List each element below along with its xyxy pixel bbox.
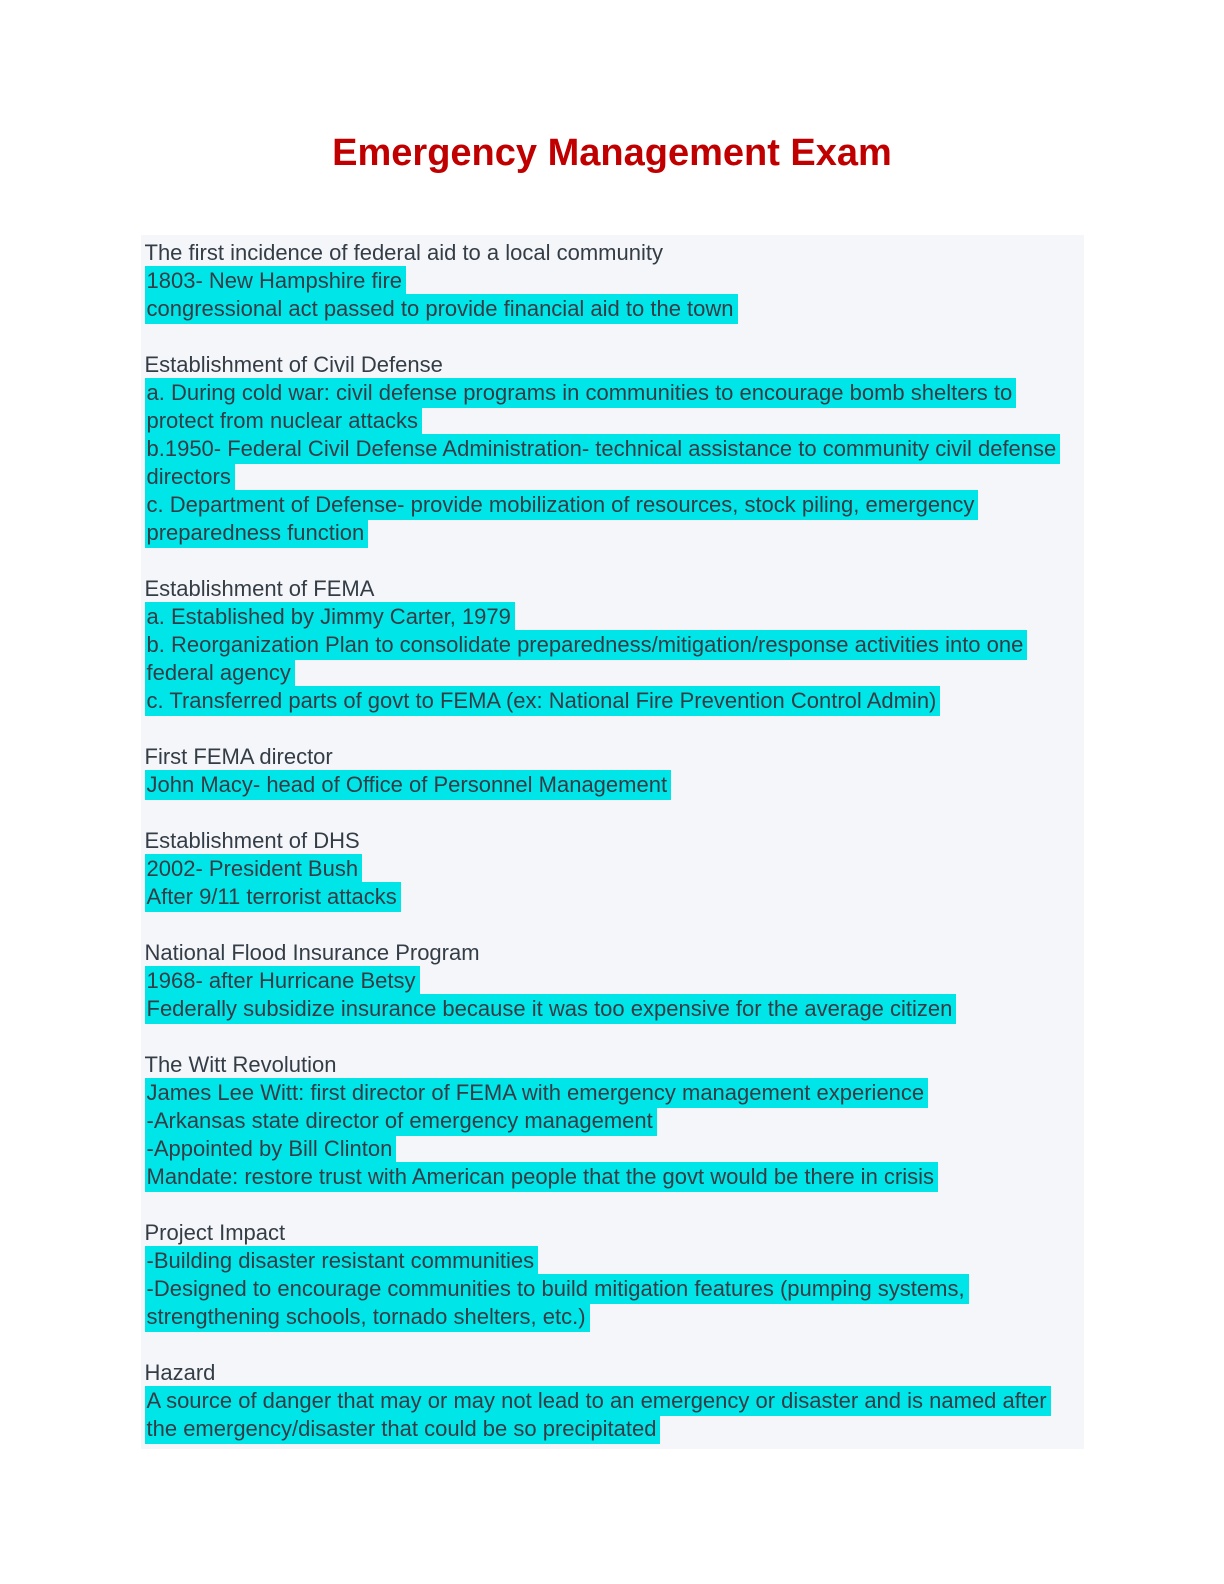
- highlighted-answer-text: 2002- President Bush: [145, 854, 363, 884]
- answer-line: [145, 883, 1078, 911]
- qa-section: [145, 575, 1078, 715]
- highlighted-answer-text: Mandate: restore trust with American people that the govt would be there in crisis: [145, 1162, 939, 1192]
- answer-line: [145, 967, 1078, 995]
- qa-section: [145, 351, 1078, 547]
- highlighted-answer-text: John Macy- head of Office of Personnel Management: [145, 770, 672, 800]
- question-text: Establishment of Civil Defense: [144, 352, 443, 377]
- answer-line: [145, 1247, 1078, 1275]
- answer-line: [145, 267, 1078, 295]
- question-text: National Flood Insurance Program: [144, 940, 480, 965]
- page-title: Emergency Management Exam: [332, 132, 892, 174]
- question-text: The Witt Revolution: [144, 1052, 337, 1077]
- highlighted-answer-text: After 9/11 terrorist attacks: [145, 882, 401, 912]
- answer-line: [145, 1387, 1078, 1443]
- answer-line: [145, 1275, 1078, 1331]
- answer-line: [145, 1163, 1078, 1191]
- content-panel: [141, 235, 1084, 1449]
- highlighted-answer-text: 1803- New Hampshire fire: [145, 266, 407, 296]
- answer-line: [145, 379, 1078, 435]
- highlighted-answer-text: -Arkansas state director of emergency management: [145, 1106, 657, 1136]
- qa-section: [145, 239, 1078, 323]
- answer-line: [145, 771, 1078, 799]
- highlighted-answer-text: a. Established by Jimmy Carter, 1979: [145, 602, 515, 632]
- question-text: First FEMA director: [144, 744, 333, 769]
- qa-section: [145, 743, 1078, 799]
- highlighted-answer-text: a. During cold war: civil defense programs in communities to encourage bomb shelters to protect from nuclear attacks: [145, 378, 1017, 436]
- highlighted-answer-text: b. Reorganization Plan to consolidate preparedness/mitigation/response activities into one federal agency: [145, 630, 1028, 688]
- highlighted-answer-text: congressional act passed to provide financial aid to the town: [145, 294, 738, 324]
- highlighted-answer-text: c. Transferred parts of govt to FEMA (ex: National Fire Prevention Control Admin): [145, 686, 941, 716]
- answer-line: [145, 1135, 1078, 1163]
- answer-line: [145, 1079, 1078, 1107]
- qa-section: [145, 939, 1078, 1023]
- highlighted-answer-text: -Designed to encourage communities to build mitigation features (pumping systems, strengthening schools, tornado shelters, etc.): [145, 1274, 969, 1332]
- question-text: The first incidence of federal aid to a local community: [144, 240, 663, 265]
- answer-line: [145, 995, 1078, 1023]
- answer-line: [145, 491, 1078, 547]
- highlighted-answer-text: A source of danger that may or may not lead to an emergency or disaster and is named after the emergency/disaster that could be so precipitated: [145, 1386, 1051, 1444]
- answer-line: [145, 687, 1078, 715]
- answer-line: [145, 631, 1078, 687]
- highlighted-answer-text: Federally subsidize insurance because it was too expensive for the average citizen: [145, 994, 957, 1024]
- question-text: Hazard: [144, 1360, 216, 1385]
- answer-line: [145, 855, 1078, 883]
- highlighted-answer-text: b.1950- Federal Civil Defense Administration- technical assistance to community civil defense directors: [145, 434, 1061, 492]
- highlighted-answer-text: James Lee Witt: first director of FEMA with emergency management experience: [145, 1078, 929, 1108]
- qa-section: [145, 1359, 1078, 1443]
- question-text: Project Impact: [144, 1220, 286, 1245]
- qa-section: [145, 1051, 1078, 1191]
- answer-line: [145, 435, 1078, 491]
- question-text: Establishment of DHS: [144, 828, 360, 853]
- answer-line: [145, 295, 1078, 323]
- highlighted-answer-text: 1968- after Hurricane Betsy: [145, 966, 420, 996]
- highlighted-answer-text: -Appointed by Bill Clinton: [145, 1134, 397, 1164]
- qa-section: [145, 1219, 1078, 1331]
- highlighted-answer-text: -Building disaster resistant communities: [145, 1246, 539, 1276]
- answer-line: [145, 1107, 1078, 1135]
- answer-line: [145, 603, 1078, 631]
- highlighted-answer-text: c. Department of Defense- provide mobilization of resources, stock piling, emergency preparedness function: [145, 490, 979, 548]
- question-text: Establishment of FEMA: [144, 576, 375, 601]
- qa-section: [145, 827, 1078, 911]
